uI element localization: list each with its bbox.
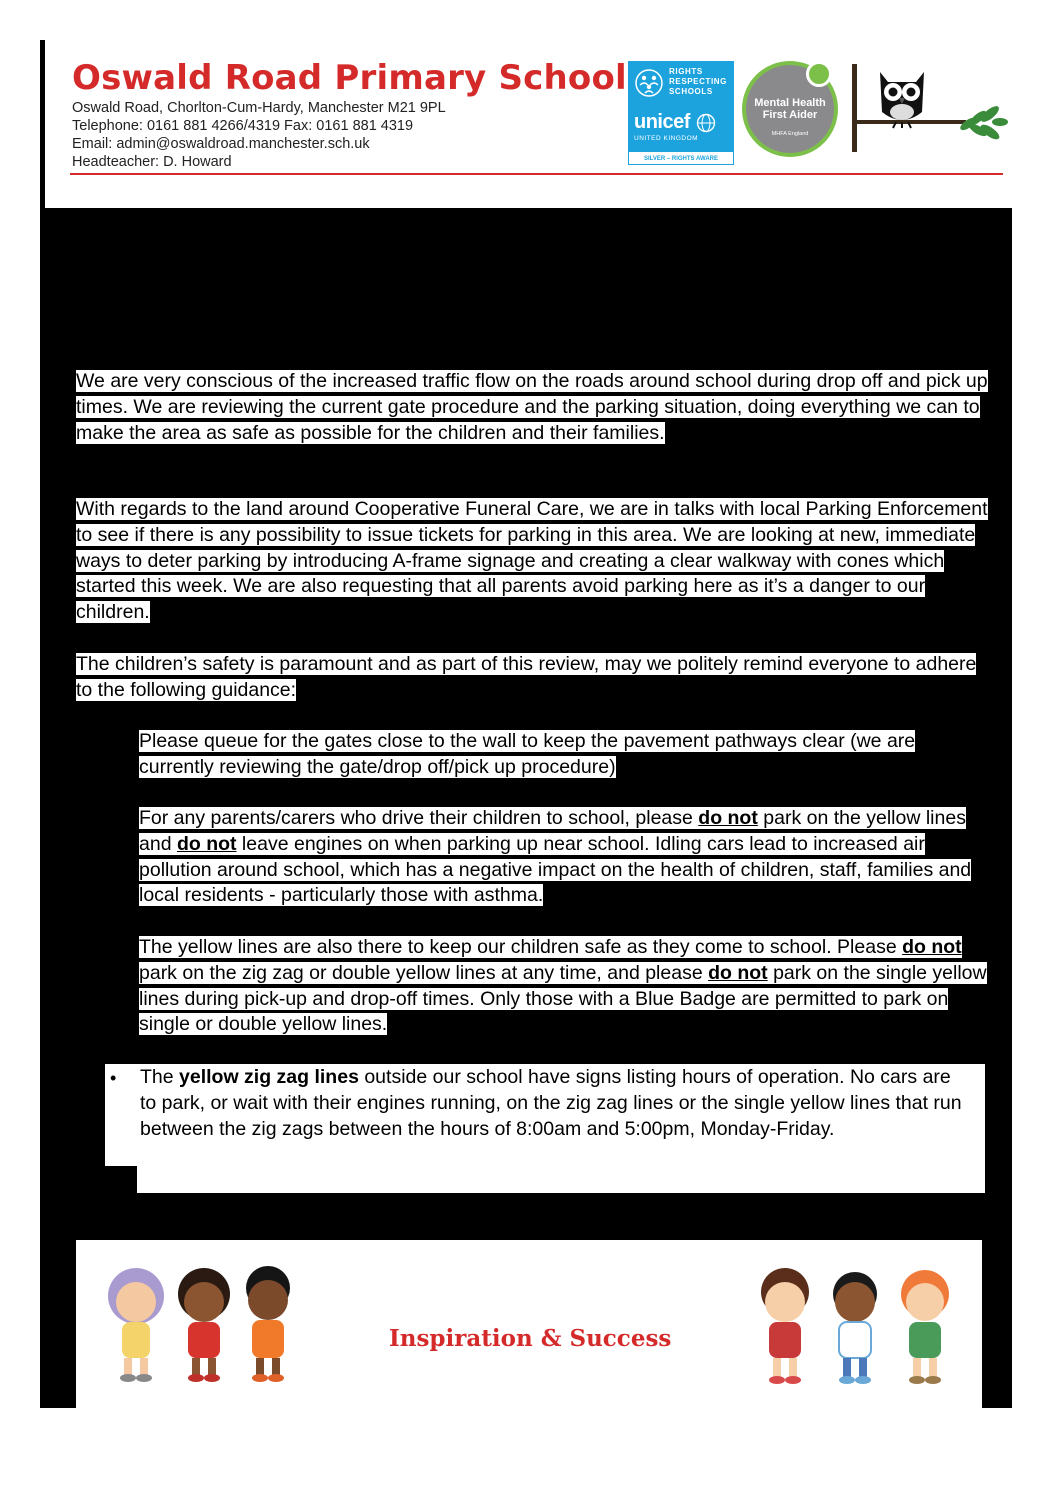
rrs-line-1: RIGHTS bbox=[669, 67, 703, 76]
paragraph-traffic-text: We are very conscious of the increased traffic flow on the roads around school during drop off and pick up times. We are reviewing the current gate procedure and the parking situation, doing everything we can to make the area as safe as possible for the children and their families. bbox=[76, 370, 988, 444]
text-run: For any parents/carers who drive their children to school, please bbox=[139, 807, 699, 829]
unicef-subtitle: UNITED KINGDOM bbox=[634, 135, 699, 142]
emphasis-zig-zag: yellow zig zag lines bbox=[179, 1066, 359, 1088]
bullet-icon: • bbox=[110, 1068, 117, 1088]
text-run: park on the single yellow lines during pick-up and drop-off times. Only those with a Blue Badge are permitted to park on single or double yellow lines. bbox=[139, 961, 987, 1036]
text-run: leave engines on when parking up near school. Idling cars lead to increased air pollution around school, which has a negative impact on the health of children, staff, families and local residents - particularly those with asthma. bbox=[139, 832, 972, 907]
emphasis-do-not: do not bbox=[698, 807, 758, 829]
school-name: Oswald Road Primary School bbox=[72, 58, 627, 98]
address: Oswald Road, Chorlton-Cum-Hardy, Manchester M21 9PL bbox=[72, 100, 446, 116]
emphasis-do-not: do not bbox=[176, 832, 237, 855]
text-run: The yellow lines are also there to keep our children safe as they come to school. Please bbox=[139, 936, 903, 958]
emphasis-do-not: do not bbox=[708, 961, 768, 984]
guidance-queue-text: Please queue for the gates close to the wall to keep the pavement pathways clear (we are currently reviewing the gate/drop off/pick up procedure) bbox=[139, 730, 916, 778]
unicef-wordmark: unicef bbox=[634, 111, 690, 133]
unicef-rights-respecting-badge bbox=[628, 61, 734, 165]
guidance-yellow-lines-text bbox=[139, 936, 987, 1035]
rrs-line-3: SCHOOLS bbox=[669, 87, 713, 96]
mhfa-small: MHFA England bbox=[771, 131, 809, 137]
rrs-line-2: RESPECTING bbox=[669, 77, 728, 86]
paragraph-funeral-care bbox=[76, 497, 991, 626]
unicef-award-band: SILVER – RIGHTS AWARE bbox=[628, 151, 734, 165]
left-margin-rule bbox=[40, 40, 45, 208]
paragraph-traffic bbox=[76, 369, 991, 446]
mhfa-leaf-icon bbox=[806, 61, 832, 87]
text-run: park on the zig zag or double yellow lines at any time, and please bbox=[139, 961, 709, 984]
guidance-parking-engines-text bbox=[139, 807, 971, 906]
cartoon-children-left-icon bbox=[96, 1262, 310, 1386]
paragraph-safety-text: The children’s safety is paramount and as part of this review, may we politely remind everyone to adhere to the following guidance: bbox=[76, 653, 977, 701]
email: Email: admin@oswaldroad.manchester.sch.uk bbox=[72, 136, 370, 152]
telephone: Telephone: 0161 881 4266/4319 Fax: 0161 881 4319 bbox=[72, 118, 414, 134]
cartoon-children-right-icon bbox=[745, 1262, 965, 1390]
guidance-queue bbox=[139, 729, 991, 781]
guidance-yellow-lines bbox=[139, 935, 991, 1038]
rights-respecting-schools-icon bbox=[633, 68, 665, 98]
mhfa-line-2: First Aider bbox=[762, 109, 818, 121]
header-divider bbox=[70, 173, 1003, 175]
headteacher: Headteacher: D. Howard bbox=[72, 154, 232, 170]
mental-health-first-aider-badge bbox=[742, 61, 838, 157]
text-run: park on the yellow lines and bbox=[139, 807, 966, 855]
mhfa-line-1: Mental Health bbox=[754, 97, 826, 109]
guidance-parking-engines bbox=[139, 806, 991, 909]
bullet-zig-zag bbox=[140, 1065, 970, 1142]
rrs-label bbox=[669, 67, 727, 97]
school-motto: Inspiration & Success bbox=[389, 1325, 672, 1352]
bullet-background-tail bbox=[137, 1166, 985, 1193]
emphasis-do-not: do not bbox=[902, 936, 962, 958]
unicef-globe-icon bbox=[696, 113, 716, 133]
contact-block bbox=[72, 99, 446, 171]
paragraph-safety bbox=[76, 652, 991, 704]
text-run: outside our school have signs listing hours of operation. No cars are to park, or wait with their engines running, on the zig zag lines or the single yellow lines that run between the zig zags between the hours of 8:00am and 5:00pm, Monday-Friday. bbox=[140, 1066, 962, 1140]
mhfa-title bbox=[742, 97, 838, 121]
owl-on-branch-icon bbox=[850, 62, 1008, 154]
text-run: The bbox=[140, 1066, 180, 1088]
paragraph-funeral-care-text: With regards to the land around Cooperative Funeral Care, we are in talks with local Parking Enforcement to see if there is any possibility to issue tickets for parking in this area. We are looking at new, immediate ways to deter parking by introducing A-frame signage and creating a clear walkway with cones which started this week. We are also requesting that all parents avoid parking here as it’s a danger to our children. bbox=[76, 498, 988, 624]
